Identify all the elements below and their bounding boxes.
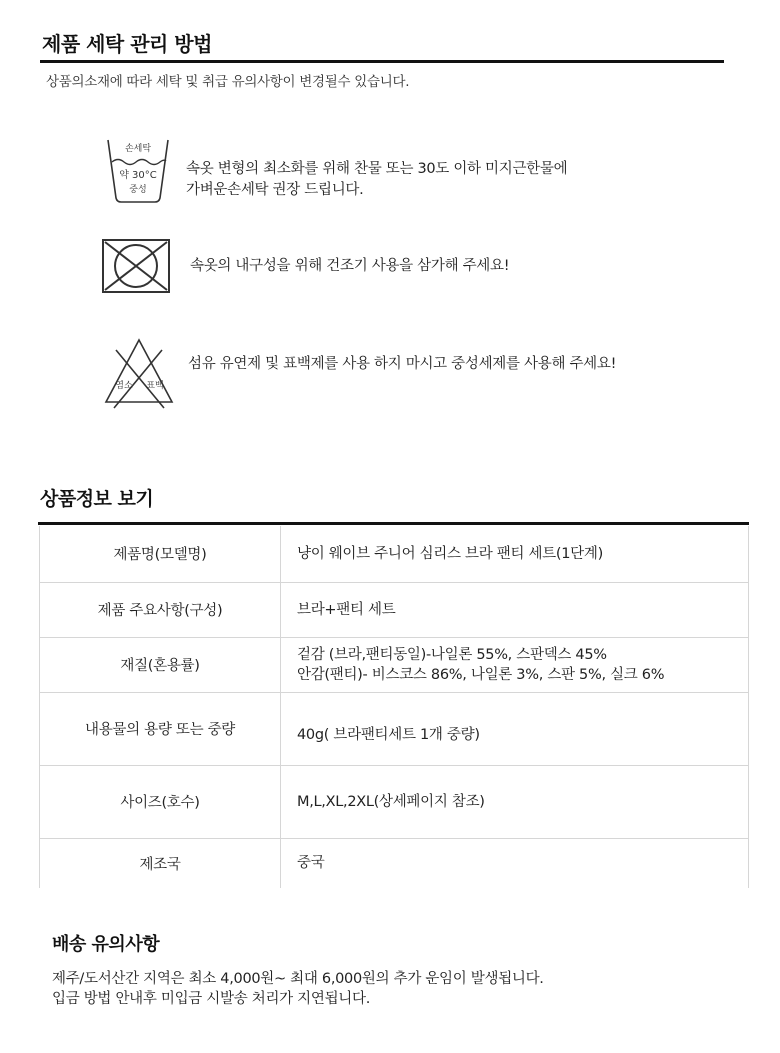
no-bleach-label-chlorine: 염소 [115, 381, 133, 391]
care-item-no-dryer-line: 속옷의 내구성을 위해 건조기 사용을 삼가해 주세요! [190, 258, 510, 274]
table-row [40, 838, 749, 888]
table-row [40, 765, 749, 838]
care-item-no-bleach [188, 354, 616, 375]
table-row [40, 526, 749, 582]
composition-value-line: 브라+팬티 세트 [297, 601, 396, 618]
care-item-hand-wash-line: 속옷 변형의 최소화를 위해 찬물 또는 30도 이하 미지근한물에 [186, 161, 568, 177]
table-row [40, 582, 749, 637]
composition-value [281, 582, 749, 637]
no-tumble-dry-icon [101, 238, 171, 294]
hand-wash-detergent: 중성 [129, 185, 147, 195]
product-name-value-line: 냥이 웨이브 주니어 심리스 브라 팬티 세트(1단계) [297, 545, 603, 562]
origin-value [281, 838, 749, 888]
product-info-title: 상품정보 보기 [40, 488, 154, 510]
product-name-value [281, 526, 749, 582]
table-row [40, 637, 749, 692]
care-section-title: 제품 세탁 관리 방법 [42, 32, 212, 56]
no-bleach-icon [102, 336, 176, 410]
origin-label: 제조국 [40, 838, 281, 888]
care-item-no-dryer [190, 256, 509, 277]
size-value [281, 765, 749, 838]
size-value-line: M,L,XL,2XL(상세페이지 참조) [297, 793, 485, 810]
size-label: 사이즈(호수) [40, 765, 281, 838]
weight-label: 내용물의 용량 또는 중량 [40, 692, 281, 765]
care-section-divider [40, 60, 724, 63]
product-info-divider [38, 522, 749, 525]
no-bleach-label-bleach: 표백 [146, 381, 164, 391]
care-item-no-bleach-line: 섬유 유연제 및 표백제를 사용 하지 마시고 중성세제를 사용해 주세요! [188, 356, 617, 372]
care-item-hand-wash [186, 159, 567, 201]
shipping-notice-line: 제주/도서산간 지역은 최소 4,000원~ 최대 6,000원의 추가 운임이 발생됩니다. [52, 971, 544, 987]
origin-value-line: 중국 [297, 855, 325, 872]
material-value [281, 637, 749, 692]
hand-wash-30c-icon [104, 134, 172, 206]
shipping-notice-line: 입금 방법 안내후 미입금 시발송 처리가 지연됩니다. [52, 991, 371, 1007]
material-value-line: 겉감 (브라,팬티동일)-나일론 55%, 스판덱스 45% [297, 646, 607, 663]
product-info-table [39, 526, 749, 888]
care-section-subtitle: 상품의소재에 따라 세탁 및 취급 유의사항이 변경될수 있습니다. [46, 74, 410, 90]
weight-value-line: 40g( 브라팬티세트 1개 중량) [297, 726, 480, 743]
composition-label: 제품 주요사항(구성) [40, 582, 281, 637]
weight-value [281, 692, 749, 765]
care-item-hand-wash-line: 가벼운손세탁 권장 드립니다. [186, 182, 364, 198]
hand-wash-label: 손세탁 [124, 144, 152, 154]
table-row [40, 692, 749, 765]
shipping-notice-title: 배송 유의사항 [52, 934, 160, 955]
material-label: 재질(혼용률) [40, 637, 281, 692]
material-value-line: 안감(팬티)- 비스코스 86%, 나일론 3%, 스판 5%, 실크 6% [297, 666, 665, 683]
product-name-label: 제품명(모델명) [40, 526, 281, 582]
hand-wash-temp: 약 30°C [119, 170, 157, 181]
